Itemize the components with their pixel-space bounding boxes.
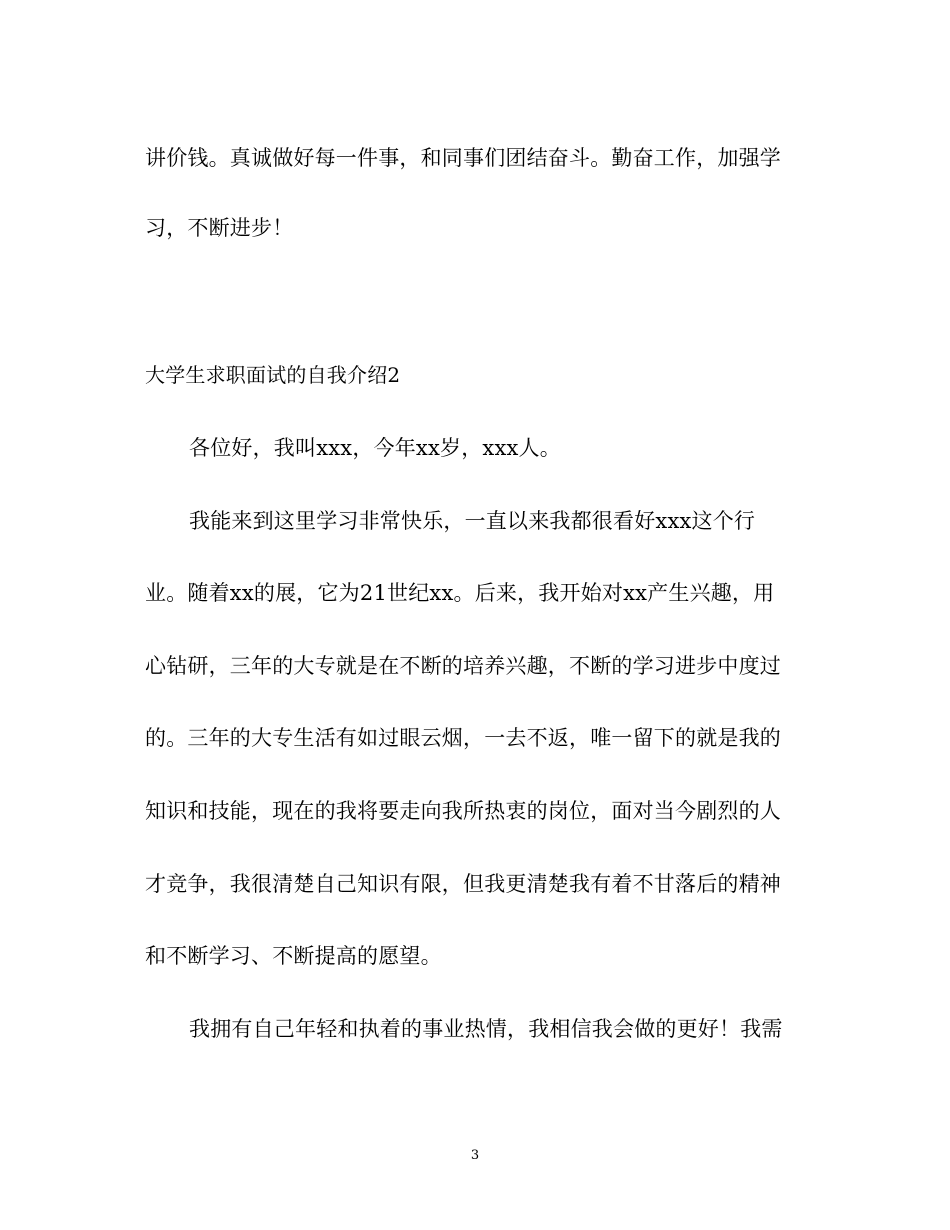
paragraph-line: 的。三年的大专生活有如过眼云烟，一去不返，唯一留下的就是我的 xyxy=(145,726,781,750)
paragraph-line: 知识和技能，现在的我将要走向我所热衷的岗位，面对当今剧烈的人 xyxy=(145,799,781,823)
text-line: 讲价钱。真诚做好每一件事，和同事们团结奋斗。勤奋工作，加强学 xyxy=(145,146,781,170)
paragraph-line: 才竞争，我很清楚自己知识有限，但我更清楚我有着不甘落后的精神 xyxy=(145,872,781,896)
paragraph-line: 我能来到这里学习非常快乐，一直以来我都很看好xxx这个行 xyxy=(189,509,756,533)
paragraph-line: 业。随着xx的展，它为21世纪xx。后来，我开始对xx产生兴趣，用 xyxy=(145,581,775,605)
text-line: 习，不断进步！ xyxy=(145,216,294,240)
section-heading: 大学生求职面试的自我介绍2 xyxy=(145,363,401,387)
paragraph-line: 和不断学习、不断提高的愿望。 xyxy=(145,944,442,968)
paragraph-line: 心钻研，三年的大专就是在不断的培养兴趣，不断的学习进步中度过 xyxy=(145,654,781,678)
paragraph-line: 各位好，我叫xxx，今年xx岁，xxx人。 xyxy=(189,436,561,460)
page-number: 3 xyxy=(470,1148,480,1163)
paragraph-line: 我拥有自己年轻和执着的事业热情，我相信我会做的更好！我需 xyxy=(189,1017,783,1041)
